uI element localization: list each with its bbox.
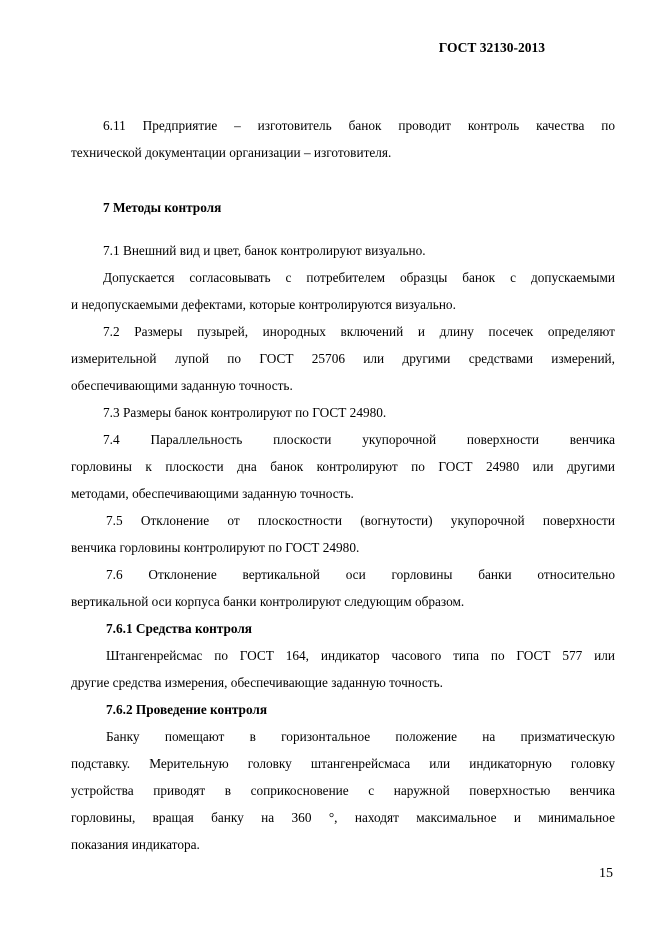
paragraph-line: вертикальной оси корпуса банки контролируют следующим образом. [71,594,465,609]
paragraph-line: технической документации организации – изготовителя. [71,145,392,160]
paragraph-line: 6.11 Предприятие – изготовитель банок проводит контроль качества по [103,118,615,133]
paragraph-line: горловины к плоскости дна банок контролируют по ГОСТ 24980 или другими [71,459,615,474]
paragraph-line: обеспечивающими заданную точность. [71,378,293,393]
paragraph-line: показания индикатора. [71,837,200,852]
subsection-heading: 7.6.2 Проведение контроля [106,702,268,717]
paragraph-line: 7.4 Параллельность плоскости укупорочной поверхности венчика [103,432,615,447]
paragraph-line: методами, обеспечивающими заданную точность. [71,486,354,501]
paragraph-line: другие средства измерения, обеспечивающие заданную точность. [71,675,443,690]
paragraph-line: 7.1 Внешний вид и цвет, банок контролируют визуально. [103,243,426,258]
paragraph-line: подставку. Мерительную головку штангенрейсмаса или индикаторную головку [71,756,615,771]
paragraph-line: 7.3 Размеры банок контролируют по ГОСТ 24980. [103,405,387,420]
document-header: ГОСТ 32130-2013 [438,40,545,55]
paragraph-line: Штангенрейсмас по ГОСТ 164, индикатор часового типа по ГОСТ 577 или [106,648,615,663]
paragraph-line: 7.6 Отклонение вертикальной оси горловины банки относительно [106,567,615,582]
paragraph-line: 7.5 Отклонение от плоскостности (вогнутости) укупорочной поверхности [106,513,615,528]
paragraph-line: венчика горловины контролируют по ГОСТ 24980. [71,540,360,555]
paragraph-line: устройства приводят в соприкосновение с наружной поверхностью венчика [71,783,615,798]
page-number: 15 [599,866,613,881]
paragraph-line: измерительной лупой по ГОСТ 25706 или другими средствами измерений, [71,351,615,366]
paragraph-line: горловины, вращая банку на 360 °, находят максимальное и минимальное [71,810,615,825]
paragraph-line: Допускается согласовывать с потребителем образцы банок с допускаемыми [103,270,615,285]
subsection-heading: 7.6.1 Средства контроля [106,621,252,636]
paragraph-line: и недопускаемыми дефектами, которые контролируются визуально. [71,297,456,312]
section-heading: 7 Методы контроля [103,200,222,215]
paragraph-line: Банку помещают в горизонтальное положение на призматическую [106,729,615,744]
paragraph-line: 7.2 Размеры пузырей, инородных включений и длину посечек определяют [103,324,615,339]
